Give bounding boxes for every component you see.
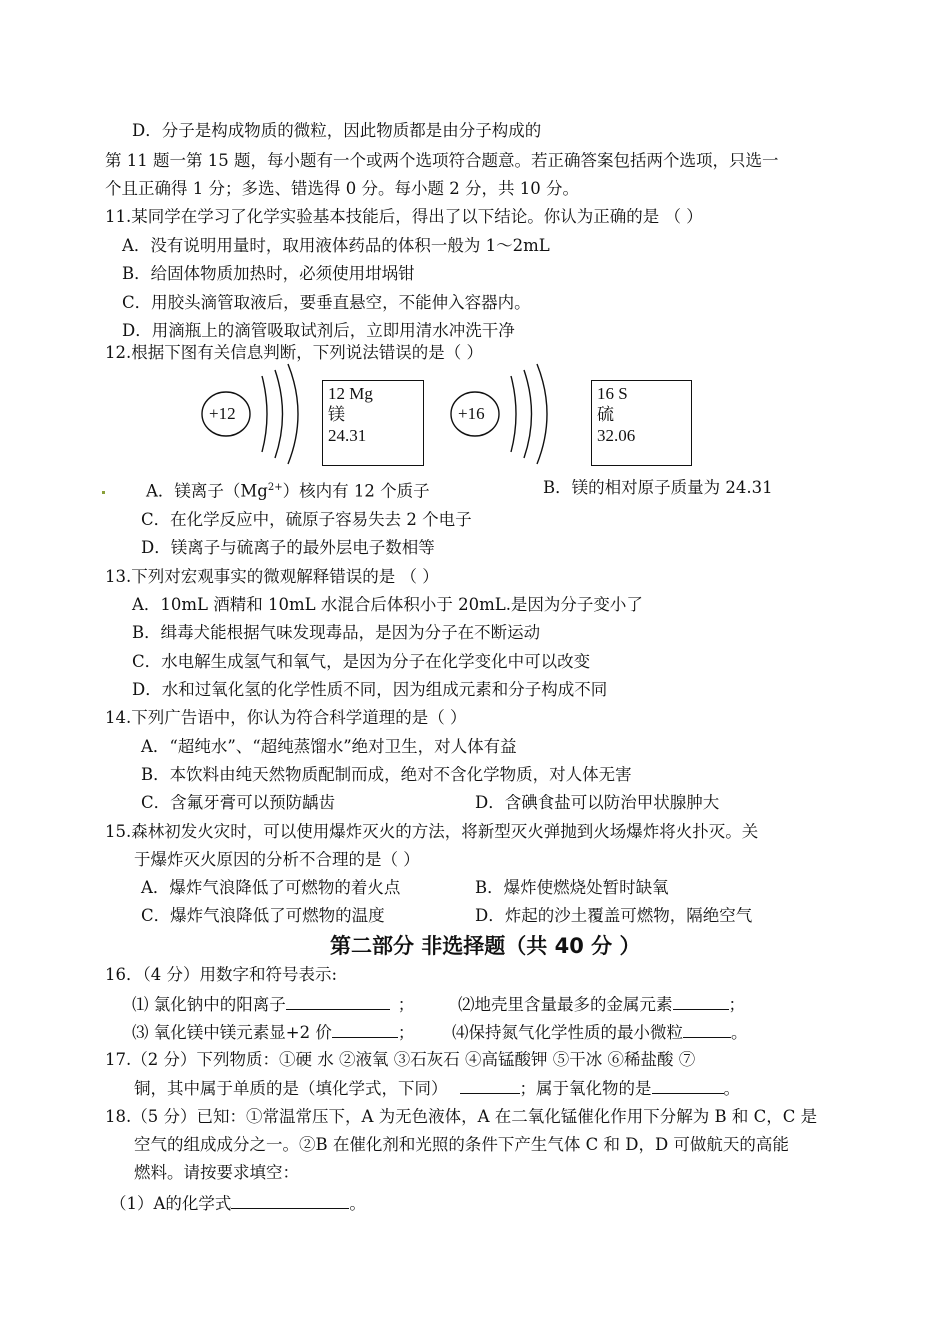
scan-speck [102,491,105,494]
mg-element-card [322,380,424,466]
q11-option-b: B．给固体物质加热时，必须使用坩埚钳 [122,264,415,283]
s-element-card [591,380,692,466]
q11-stem: 11.某同学在学习了化学实验基本技能后，得出了以下结论。你认为正确的是 （ ） [105,207,703,226]
s-shell-3 [537,364,547,464]
q13-option-a: A．10mL 酒精和 10mL 水混合后体积小于 20mL.是因为分子变小了 [132,595,643,614]
mg-name-line: 镁 [328,405,345,424]
s-shell-2 [524,370,532,458]
q12-option-d: D．镁离子与硫离子的最外层电子数相等 [141,538,435,557]
q18-stem-line-2: 空气的组成成分之一。②B 在催化剂和光照的条件下产生气体 C 和 D，D 可做航天的高能 [134,1135,789,1154]
q14-stem: 14.下列广告语中，你认为符合科学道理的是（ ） [105,708,467,727]
answer-blank[interactable] [460,1077,520,1094]
s-symbol-line: 16 S [597,384,628,403]
s-name-line: 硫 [597,405,614,424]
q15-stem-line-1: 15.森林初发火灾时，可以使用爆炸灭火的方法，将新型灭火弹抛到火场爆炸将火扑灭。关 [105,822,759,841]
instruction-line-1: 第 11 题一第 15 题，每小题有一个或两个选项符合题意。若正确答案包括两个选项，只选一 [105,151,779,170]
q16-item-3: ⑶ 氧化镁中镁元素显+2 价 ； [132,1023,415,1042]
q15-option-a: A．爆炸气浪降低了可燃物的着火点 [141,878,401,897]
mg-shell-3 [288,364,298,464]
part-two-heading: 第二部分 非选择题（共 40 分 ） [330,934,641,958]
answer-blank[interactable] [673,993,729,1010]
mg-shell-2 [275,370,283,458]
q16-stem: 16．（4 分）用数字和符号表示: [105,965,338,984]
answer-blank[interactable] [683,1021,731,1038]
q13-option-c: C．水电解生成氢气和氧气，是因为分子在化学变化中可以改变 [132,652,591,671]
instruction-line-2: 个且正确得 1 分；多选、错选得 0 分。每小题 2 分，共 10 分。 [105,179,579,198]
q11-option-c: C．用胶头滴管取液后，要垂直悬空，不能伸入容器内。 [122,293,531,312]
q13-option-b: B．缉毒犬能根据气味发现毒品，是因为分子在不断运动 [132,623,541,642]
q14-option-d: D．含碘食盐可以防治甲状腺肿大 [475,793,720,812]
q15-option-d: D．炸起的沙土覆盖可燃物，隔绝空气 [475,906,753,925]
q15-option-c: C．爆炸气浪降低了可燃物的温度 [141,906,385,925]
q17-stem-line-1: 17.（2 分）下列物质：①硬 水 ②液氧 ③石灰石 ④高锰酸钾 ⑤干冰 ⑥稀盐酸 ⑦ [105,1050,696,1069]
q16-item-1: ⑴ 氯化钠中的阳离子 ； [132,995,415,1014]
q18-stem-line-1: 18.（5 分）已知：①常温常压下，A 为无色液体，A 在二氧化锰催化作用下分解为 B 和 C，C 是 [105,1107,818,1126]
q16-item-2: ⑵地壳里含量最多的金属元素 ； [458,995,745,1014]
q18-stem-line-3: 燃料。请按要求填空： [134,1163,299,1182]
mg-nucleus-charge: +12 [209,404,236,423]
q11-option-d: D．用滴瓶上的滴管吸取试剂后，立即用清水冲洗干净 [122,321,515,340]
q13-option-d: D．水和过氧化氢的化学性质不同，因为组成元素和分子构成不同 [132,680,608,699]
q11-option-a: A．没有说明用量时，取用液体药品的体积一般为 1～2mL [122,236,550,255]
answer-blank[interactable] [286,993,390,1010]
q15-option-b: B．爆炸使燃烧处暂时缺氧 [475,878,669,897]
q14-option-b: B．本饮料由纯天然物质配制而成，绝对不含化学物质，对人体无害 [141,765,632,784]
mg-symbol-line: 12 Mg [328,384,373,403]
q17-stem-line-2: 铜，其中属于单质的是（填化学式，下同） ；属于氧化物的是 。 [134,1079,740,1098]
mg-shell-1 [262,376,267,452]
q12-stem: 12.根据下图有关信息判断，下列说法错误的是（ ） [105,343,483,362]
q10-option-d: D．分子是构成物质的微粒，因此物质都是由分子构成的 [132,121,542,140]
q12-option-c: C．在化学反应中，硫原子容易失去 2 个电子 [141,510,472,529]
s-shell-1 [511,376,516,452]
answer-blank[interactable] [231,1192,349,1209]
mg-mass-line: 24.31 [328,426,367,445]
q13-stem: 13.下列对宏观事实的微观解释错误的是 （ ） [105,567,439,586]
q15-stem-line-2: 于爆炸灭火原因的分析不合理的是（ ） [134,850,420,869]
q14-option-a: A．“超纯水”、“超纯蒸馏水”绝对卫生，对人体有益 [141,737,517,756]
s-mass-line: 32.06 [597,426,636,445]
q16-item-4: ⑷保持氮气化学性质的最小微粒 。 [452,1023,748,1042]
answer-blank[interactable] [652,1077,724,1094]
q12-option-a: A．镁离子$(Mg^{2+})$核内有 12 个质子 [146,481,430,501]
q12-option-b: B．镁的相对原子质量为 24.31 [543,478,773,497]
q14-option-c: C．含氟牙膏可以预防龋齿 [141,793,336,812]
q18-part-1: （1）A的化学式 。 [110,1194,366,1213]
s-nucleus-charge: +16 [458,404,485,423]
answer-blank[interactable] [332,1021,398,1038]
